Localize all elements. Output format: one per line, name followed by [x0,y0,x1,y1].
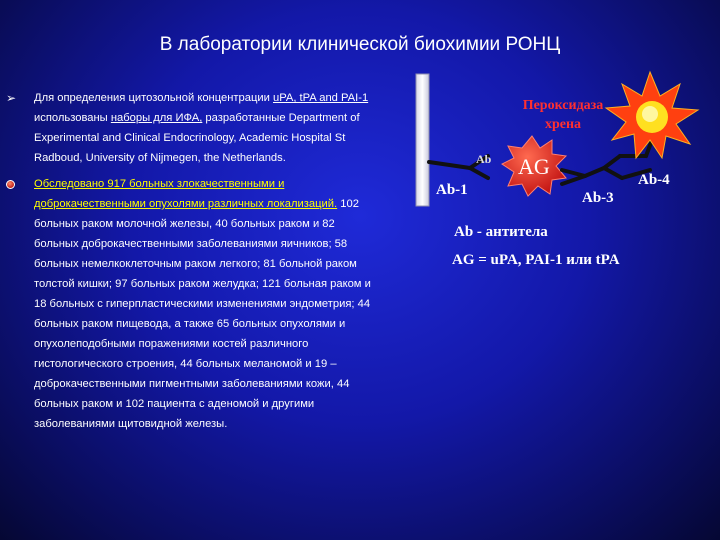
antibody-3-shape [562,168,604,184]
legend-antigen: AG = uPA, PAI-1 или tPA [452,252,620,268]
methods-text-end: разработанные Department of Experimental and Clinical Endocrinology, Academic Hospital St Radboud, University of Nijmegen, the Netherlands. [34,112,360,164]
ab4-label: Ab-4 [638,172,670,188]
solid-phase-bar [416,74,429,206]
patients-details: 102 больных раком молочной железы, 40 больных раком и 82 больных доброкачественными заболеваниями яичников; 58 больных немелкоклеточным раком легкого; 81 больной раком толстой кишки; 97 больных раком желудка; 121 больная раком и 18 больных с гиперпластическими изменениями эндометрия; 44 больных раком пищевода, а также 65 больных опухолями и опухолеподобными поражениями костей различного гистологического строения, 44 больных меланомой и 19 – доброкачественными пигментными заболеваниями кожи, 44 больных раком и 102 пациента с аденомой и другими заболеваниями щитовидной железы. [34,198,371,430]
slide-title: В лаборатории клинической биохимии РОНЦ [159,34,561,55]
link-markers[interactable]: uPA, tPA and PAI-1 [273,92,369,104]
patients-highlight[interactable]: Обследовано 917 больных злокачественными и доброкачественными опухолями различных локализаций. [34,178,338,210]
antigen-label: AG [518,154,550,179]
ab1-label: Ab-1 [436,182,468,198]
ab-small-label: Ab [476,152,492,166]
ab3-label: Ab-3 [582,190,614,206]
link-elisa-kits[interactable]: наборы для ИФА, [110,112,203,124]
methods-text-start: Для определения цитозольной концентрации [34,92,274,104]
enzyme-label: Пероксидаза хрена [522,98,604,132]
arrow-bullet-icon: ➢ [6,91,17,105]
methods-text-mid: использованы [34,112,111,124]
legend-antibody: Ab - антитела [454,224,548,240]
